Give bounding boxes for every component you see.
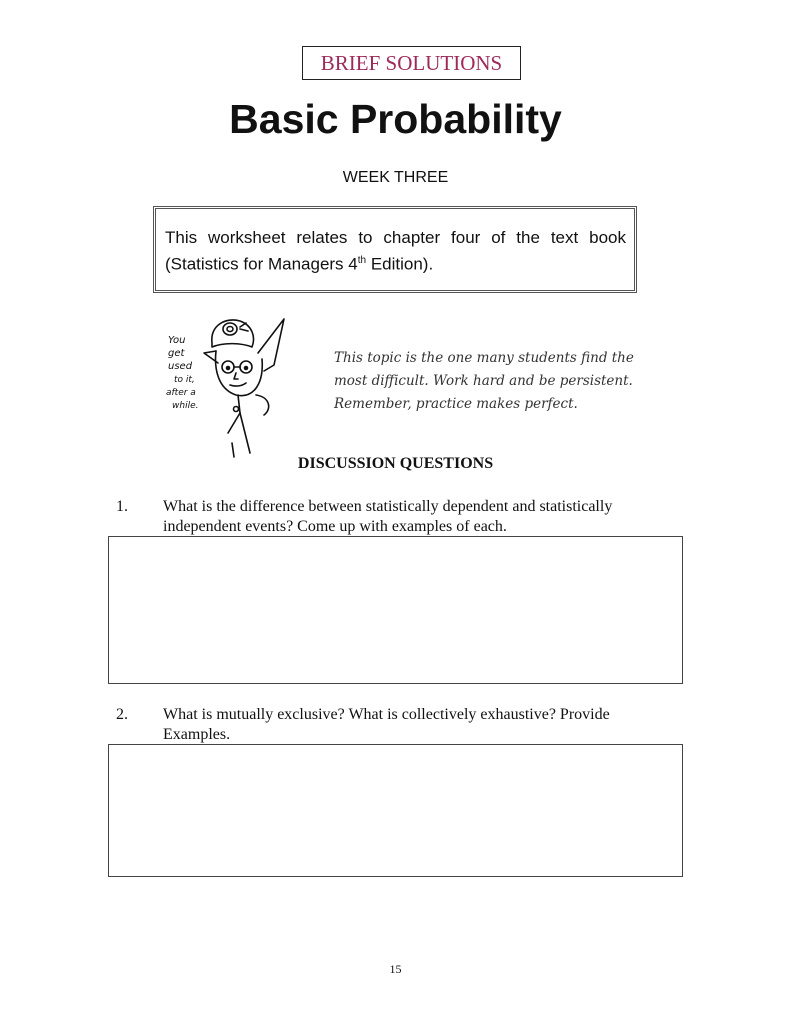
page-number: 15	[389, 962, 402, 976]
caption-line: after a	[166, 388, 196, 398]
encouragement-note	[334, 347, 694, 416]
intro-text: This worksheet relates to chapter four of the text book (Statistics for Managers 4	[165, 228, 626, 274]
caption-line: to it,	[174, 375, 195, 385]
note-line: Remember, practice makes perfect.	[334, 396, 578, 412]
question-line: independent events? Come up with examples of each.	[163, 518, 507, 535]
note-line: most difficult. Work hard and be persistent.	[334, 373, 633, 389]
question-line: Examples.	[163, 726, 231, 743]
caption-line: get	[168, 348, 185, 359]
page-title: Basic Probability	[229, 96, 562, 142]
answer-box-1[interactable]	[108, 536, 683, 684]
question-line: What is the difference between statistically dependent and statistically	[163, 498, 613, 515]
question-text	[163, 705, 663, 745]
discussion-heading: DISCUSSION QUESTIONS	[297, 455, 494, 472]
brief-solutions-banner: BRIEF SOLUTIONS	[302, 46, 521, 80]
caption-line: used	[168, 361, 193, 372]
caption-line: You	[168, 335, 186, 346]
cartoon-student-illustration	[160, 313, 300, 458]
intro-box	[153, 206, 637, 293]
intro-text-end: Edition).	[366, 254, 434, 274]
question-number: 1.	[116, 498, 128, 515]
note-line: This topic is the one many students find the	[334, 350, 634, 366]
illustration-caption	[166, 335, 198, 411]
question-line: What is mutually exclusive? What is collectively exhaustive? Provide	[163, 706, 610, 723]
question-number: 2.	[116, 706, 128, 723]
week-subtitle: WEEK THREE	[342, 169, 449, 186]
question-text	[163, 497, 663, 537]
caption-line: while.	[172, 401, 199, 411]
answer-box-2[interactable]	[108, 744, 683, 877]
intro-superscript: th	[357, 255, 367, 266]
